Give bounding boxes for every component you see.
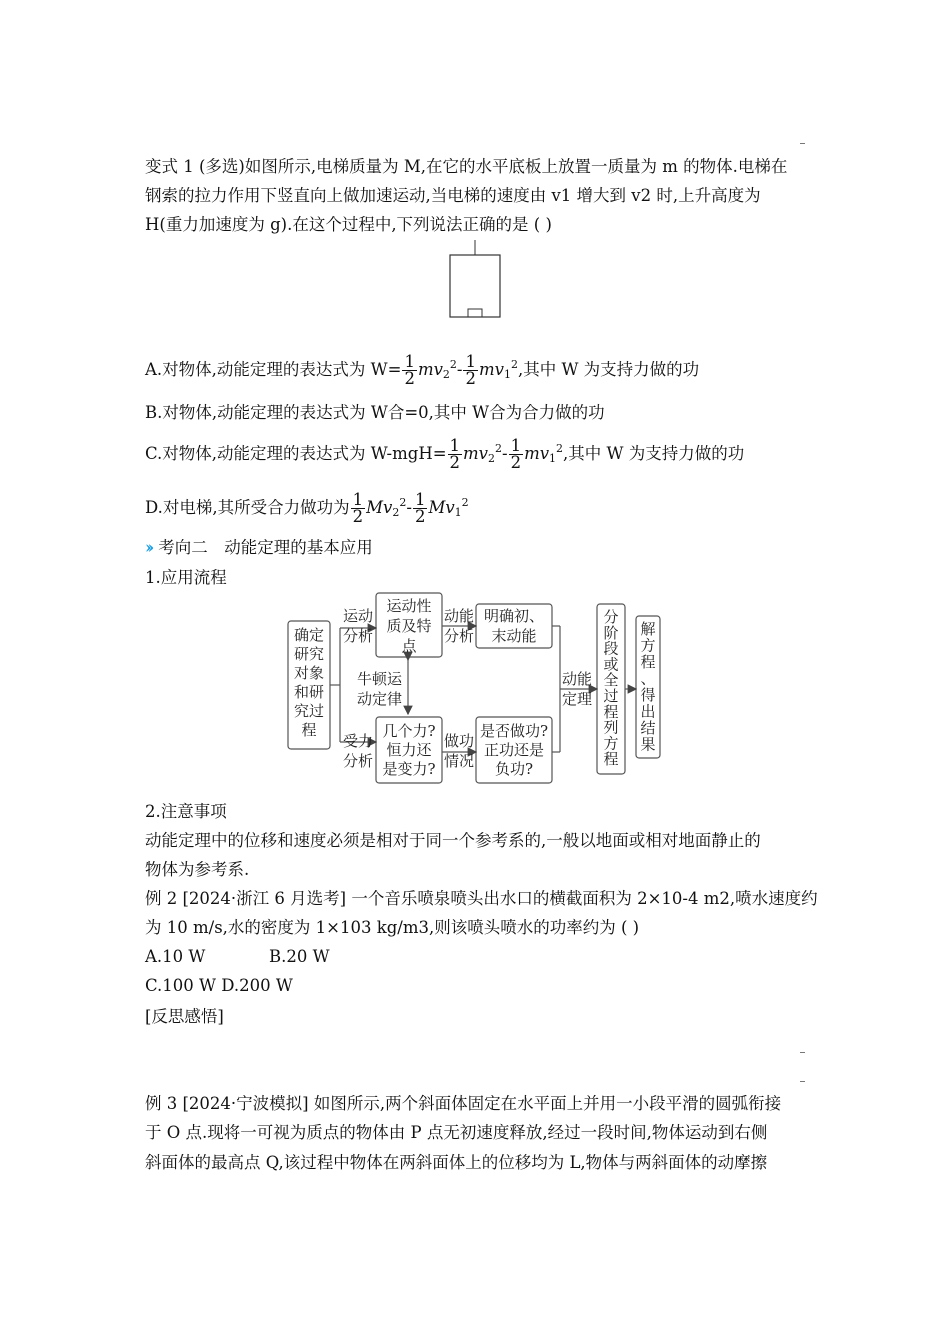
box-result-text: 果	[640, 735, 656, 754]
box-equation-text: 分	[603, 608, 619, 626]
fraction-half: $\frac{1}{2}$	[510, 436, 522, 472]
label-work: 情况	[444, 752, 475, 770]
box-ke-text: 末动能	[491, 627, 537, 645]
option-d: D.对电梯,其所受合力做功为 $\frac{1}{2}$ $Mv_2^2-$ $\frac{1}{2}$ $Mv_1^2$	[145, 490, 469, 526]
example3-line-1: 例 3 [2024·宁波模拟] 如图所示,两个斜面体固定在水平面上并用一小段平滑的圆弧衔接	[145, 1094, 782, 1113]
fraction-half: $\frac{1}{2}$	[414, 490, 426, 526]
box-start-text: 确定	[293, 626, 325, 644]
box-equation-text: 程	[603, 750, 619, 769]
question-line-2: 钢索的拉力作用下竖直向上做加速运动,当电梯的速度由 v1 增大到 v2 时,上升高度为	[145, 186, 761, 205]
box-work-text: 负功?	[494, 760, 534, 778]
example3-line-2: 于 O 点.现将一可视为质点的物体由 P 点无初速度释放,经过一段时间,物体运动到右侧	[145, 1123, 768, 1142]
box-work-text: 是否做功?	[479, 722, 549, 740]
box-start-text: 对象	[293, 664, 325, 682]
box-result-text: 出	[640, 702, 656, 721]
box-work-text: 正功还是	[483, 741, 545, 759]
question-line-3: H(重力加速度为 g).在这个过程中,下列说法正确的是 ( )	[145, 215, 552, 234]
box-ke-text: 明确初、	[483, 607, 545, 625]
box-motion-text: 质及特	[386, 617, 432, 635]
box-force-text: 是变力?	[382, 760, 436, 778]
box-result-text: 得	[640, 686, 656, 704]
label-ke: 分析	[444, 627, 475, 645]
example2-option-cd: C.100 W D.200 W	[145, 976, 293, 995]
box-start-text: 研究	[293, 645, 325, 663]
box-result-text: 解	[640, 620, 656, 638]
label-work: 做功	[444, 732, 475, 750]
label-newton: 动定律	[357, 690, 403, 708]
box-result-text: 、	[640, 669, 656, 688]
flow-title: 1.应用流程	[145, 568, 227, 587]
box-equation-text: 过	[603, 687, 619, 705]
option-c: C.对物体,动能定理的表达式为 W-mgH= $\frac{1}{2}$ $mv_2^2-$ $\frac{1}{2}$ $mv_1^2$,其中 W 为支持力做的功	[145, 436, 745, 472]
label-force: 受力	[343, 732, 374, 750]
label-motion: 分析	[343, 627, 374, 645]
example2-option-a: A.10 W	[145, 947, 206, 966]
reflection-label: [反思感悟]	[145, 1007, 224, 1026]
box-motion-text: 运动性	[386, 597, 432, 615]
example2-option-b: B.20 W	[269, 947, 330, 966]
label-theorem: 动能	[562, 670, 593, 688]
option-a: A.对物体,动能定理的表达式为 W= $\frac{1}{2}$ $mv_2^2-$ $\frac{1}{2}$ $mv_1^2$,其中 W 为支持力做的功	[145, 352, 700, 388]
box-motion-text: 点	[401, 637, 417, 655]
box-equation-text: 方	[603, 734, 619, 753]
notes-title: 2.注意事项	[145, 802, 227, 821]
section-heading: ›› 考向二 动能定理的基本应用	[145, 538, 373, 557]
label-motion: 运动	[343, 607, 374, 625]
box-equation-text: 段	[603, 639, 619, 658]
label-newton: 牛顿运	[357, 670, 403, 688]
example3-line-3: 斜面体的最高点 Q,该过程中物体在两斜面体上的位移均为 L,物体与两斜面体的动摩擦	[145, 1153, 768, 1172]
box-result-text: 程	[640, 653, 656, 671]
label-theorem: 定理	[562, 690, 593, 708]
box-result-text: 结	[640, 719, 656, 737]
box-start-text: 程	[301, 721, 317, 739]
box-force-text: 几个力?	[382, 722, 436, 740]
box-result-text: 方	[640, 636, 656, 655]
double-chevron-icon: ››	[145, 538, 151, 557]
box-equation-text: 列	[603, 718, 619, 737]
notes-line-1: 动能定理中的位移和速度必须是相对于同一个参考系的,一般以地面或相对地面静止的	[145, 831, 761, 850]
fraction-half: $\frac{1}{2}$	[449, 436, 461, 472]
label-force: 分析	[343, 752, 374, 770]
example2-line-1: 例 2 [2024·浙江 6 月选考] 一个音乐喷泉喷头出水口的横截面积为 2×10-4 m2,喷水速度约	[145, 889, 818, 908]
fraction-half: $\frac{1}{2}$	[404, 352, 415, 388]
box-equation-text: 程	[603, 702, 619, 721]
notes-line-2: 物体为参考系.	[145, 860, 250, 879]
box-start-text: 和研	[293, 683, 325, 701]
box-equation-text: 全	[603, 671, 619, 690]
question-line-1: 变式 1 (多选)如图所示,电梯质量为 M,在它的水平底板上放置一质量为 m 的物体.电梯在	[145, 157, 788, 176]
label-ke: 动能	[444, 607, 475, 625]
margin-tick	[800, 1081, 805, 1082]
box-equation-text: 阶	[603, 623, 619, 642]
box-equation-text: 或	[603, 655, 619, 674]
example2-line-2: 为 10 m/s,水的密度为 1×103 kg/m3,则该喷头喷水的功率约为 ( )	[145, 918, 640, 937]
fraction-half: $\frac{1}{2}$	[352, 490, 364, 526]
box-start-text: 究过	[293, 702, 325, 720]
margin-tick	[800, 1052, 805, 1053]
fraction-half: $\frac{1}{2}$	[465, 352, 476, 388]
option-b: B.对物体,动能定理的表达式为 W合=0,其中 W合为合力做的功	[145, 403, 605, 422]
box-force-text: 恒力还	[386, 741, 432, 759]
